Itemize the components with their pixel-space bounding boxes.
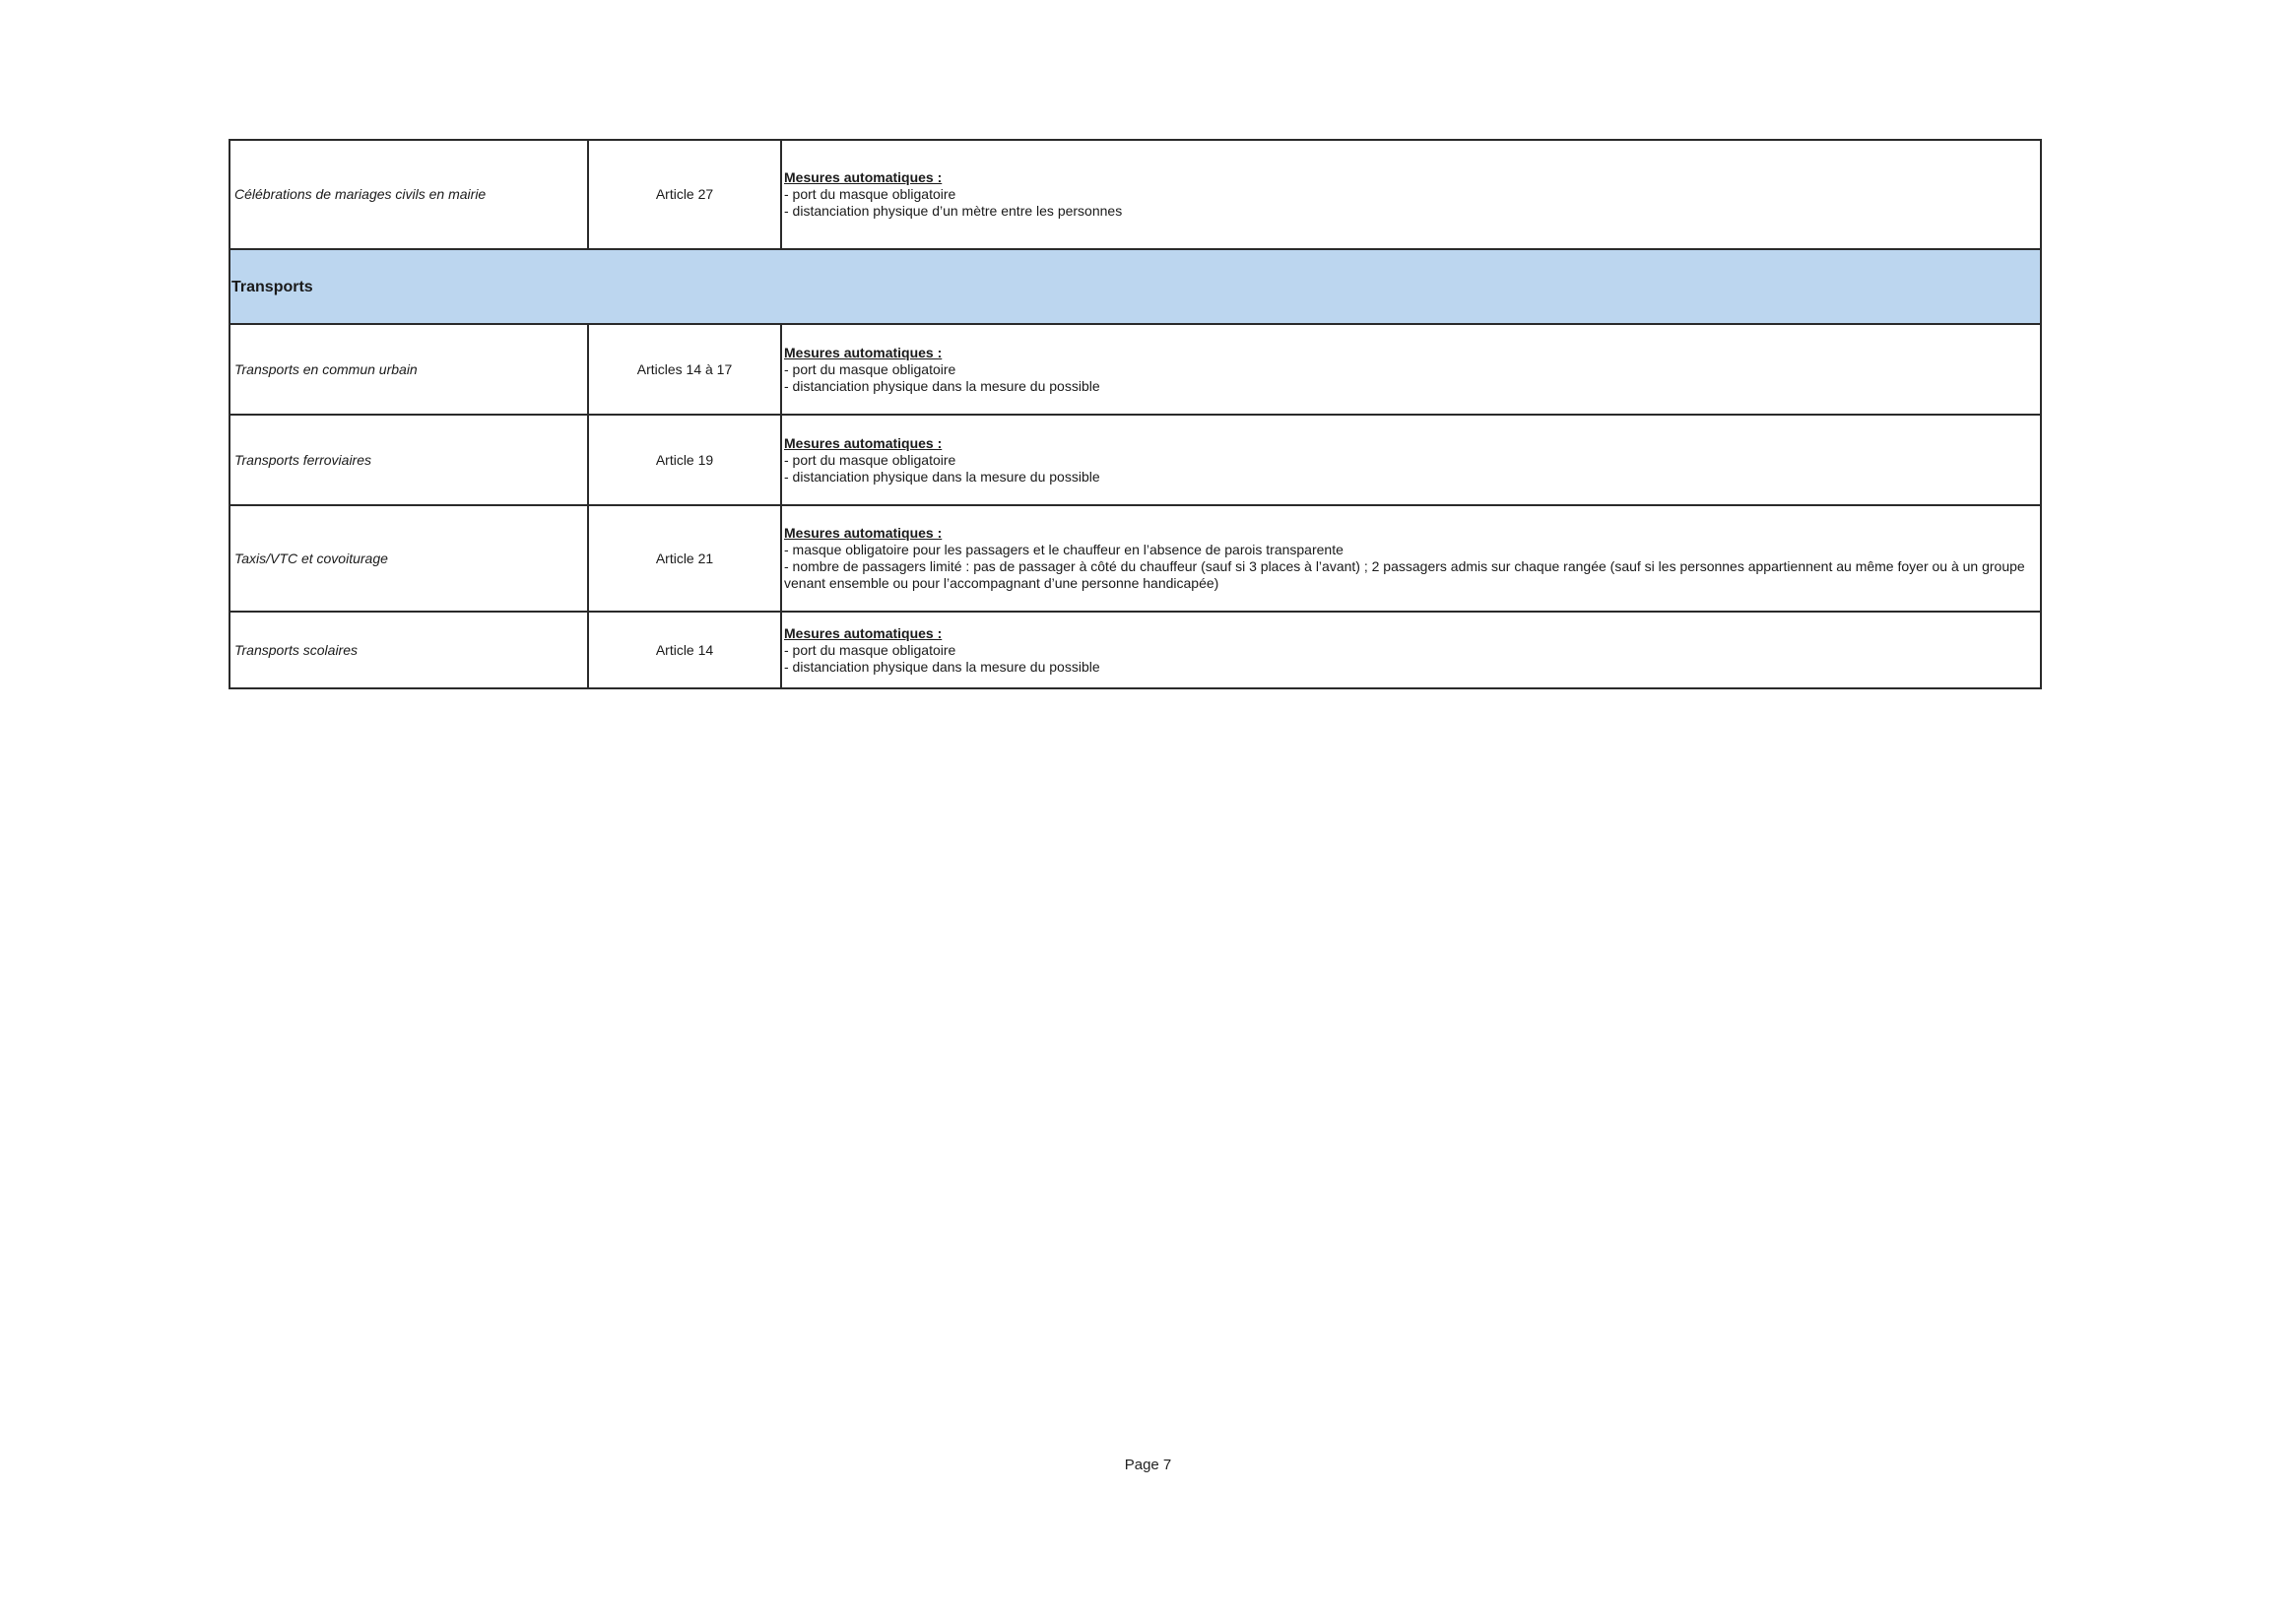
table-row [230, 505, 2041, 612]
page-number: Page 7 [1124, 1457, 1172, 1473]
activity-cell: Célébrations de mariages civils en mairie [230, 140, 588, 249]
table-row [230, 612, 2041, 688]
activity-cell: Transports ferroviaires [230, 415, 588, 505]
measure-item: - distanciation physique d’un mètre entre les personnes [784, 203, 1123, 219]
measure-item: - nombre de passagers limité : pas de passager à côté du chauffeur (sauf si 3 places à l’avant) ; 2 passagers admis sur chaque rangée (sauf si les personnes appartiennent au même foyer ou à un groupe venant ensemble ou pour l’accompagnant d’une personne handicapée) [784, 558, 2025, 591]
measures-cell [781, 140, 2041, 249]
measures-title: Mesures automatiques : [784, 434, 943, 451]
measures-title: Mesures automatiques : [784, 169, 943, 185]
activity-cell: Transports en commun urbain [230, 324, 588, 415]
measure-item: - masque obligatoire pour les passagers et le chauffeur en l’absence de parois transparente [784, 542, 1344, 557]
measure-item: - distanciation physique dans la mesure du possible [784, 658, 1100, 675]
measure-item: - port du masque obligatoire [784, 360, 956, 377]
article-cell: Article 21 [588, 505, 781, 612]
measures-cell [781, 415, 2041, 505]
article-cell: Article 14 [588, 612, 781, 688]
article-cell: Articles 14 à 17 [588, 324, 781, 415]
measures-cell [781, 612, 2041, 688]
section-header-row [230, 249, 2041, 324]
article-cell: Article 27 [588, 140, 781, 249]
measure-item: - port du masque obligatoire [784, 641, 956, 658]
measures-table [229, 139, 2042, 689]
activity-cell: Transports scolaires [230, 612, 588, 688]
measures-cell [781, 324, 2041, 415]
measures-title: Mesures automatiques : [784, 525, 943, 541]
measure-item: - distanciation physique dans la mesure du possible [784, 468, 1100, 485]
measure-item: - distanciation physique dans la mesure du possible [784, 377, 1100, 394]
activity-cell: Taxis/VTC et covoiturage [230, 505, 588, 612]
table-row [230, 140, 2041, 249]
article-cell: Article 19 [588, 415, 781, 505]
table-row [230, 324, 2041, 415]
table-row [230, 415, 2041, 505]
measures-title: Mesures automatiques : [784, 344, 943, 360]
section-title: Transports [230, 249, 2041, 324]
measure-item: - port du masque obligatoire [784, 451, 956, 468]
measures-title: Mesures automatiques : [784, 624, 943, 641]
measures-cell [781, 505, 2041, 612]
measure-item: - port du masque obligatoire [784, 186, 956, 202]
